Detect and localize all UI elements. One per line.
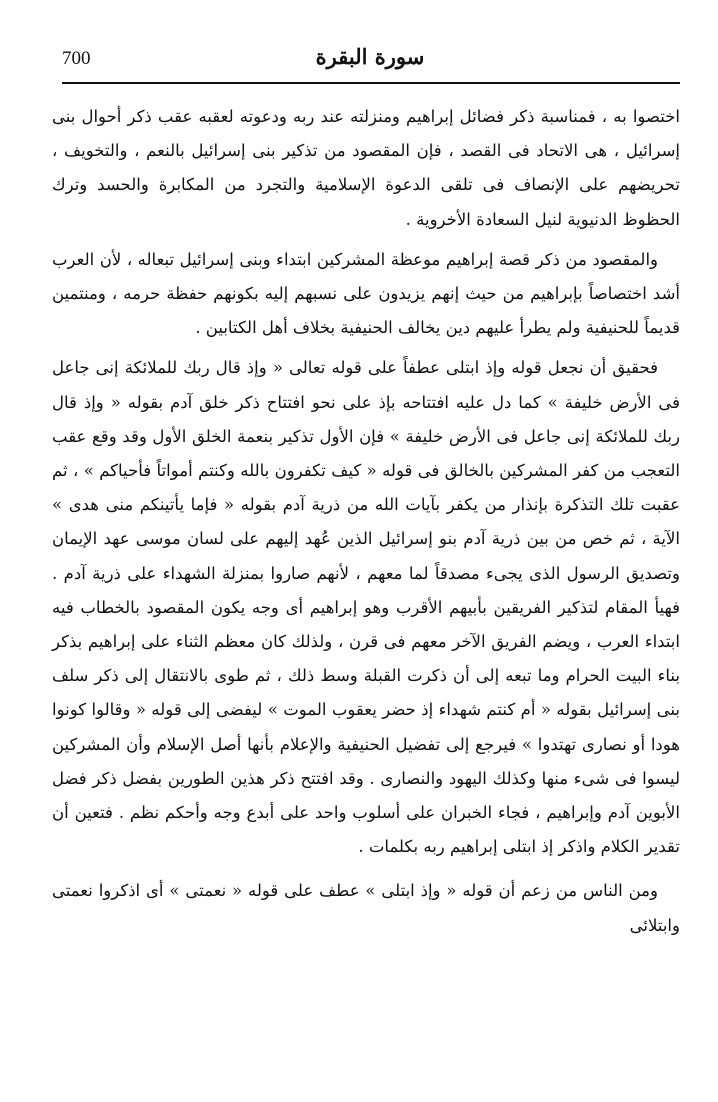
page-header xyxy=(62,40,678,80)
paragraph-analysis: فحقيق أن نجعل قوله وإذ ابتلى عطفاً على قوله تعالى « وإذ قال ربك للملائكة إنى جاعل فى الأرض خليفة » كما دل عليه افتتاحه بإذ على نحو افتتاح ذكر خلق آدم بقوله « وإذ قال ربك للملائكة إنى جاعل فى الأرض خليفة » فإن الأول تذكير بنعمة الخلق الأول وقد وقع عقب التعجب من كفر المشركين بالخالق فى قوله « كيف تكفرون بالله وكنتم أمواتاً فأحياكم » ، ثم عقبت تلك التذكرة بإنذار من يكفر بآيات الله من ذرية آدم بقوله « فإما يأتينكم منى هدى » الآية ، ثم خص من بين ذرية آدم بنو إسرائيل الذين عُهد إليهم على لسان موسى عهد الإيمان وتصديق الرسول الذى يجىء مصدقاً لما معهم ، لأنهم صاروا بمنزلة الشهداء على ذرية آدم . فهيأ المقام لتذكير الفريقين بأبيهم الأقرب وهو إبراهيم أى وجه يكون المقصود بالخطاب فيه ابتداء العرب ، ويضم الفريق الآخر معهم فى قرن ، ولذلك كان معظم الثناء على إبراهيم بذكر بناء البيت الحرام وما تبعه إلى أن ذكرت القبلة وسط ذلك ، ثم طوى بالانتقال إلى ذكر سلف بنى إسرائيل بقوله « أم كنتم شهداء إذ حضر يعقوب الموت » ليفضى إلى قوله « وقالوا كونوا هودا أو نصارى تهتدوا » فيرجع إلى تفضيل الحنيفية والإعلام بأنها أصل الإسلام وأن المشركين ليسوا فى شىء منها وكذلك اليهود والنصارى . وقد افتتح ذكر هذين الطورين بفضل ذكر فضل الأبوين آدم وإبراهيم ، فجاء الخبران على أسلوب واحد على أبدع وجه وأحكم نظم . فتعين أن تقدير الكلام واذكر إذ ابتلى إبراهيم ربه بكلمات . xyxy=(52,358,680,857)
header-rule xyxy=(62,82,680,84)
page-number: 700 xyxy=(62,48,91,69)
paragraph-purpose: والمقصود من ذكر قصة إبراهيم موعظة المشركين ابتداء وبنى إسرائيل تبعاله ، لأن العرب أشد اختصاصاً بإبراهيم من حيث إنهم يزيدون على نسبهم إليه بكونهم حفظة حرمه ، ومنتمين قديماً للحنيفية ولم يطرأ عليهم دين يخالف الحنيفية بخلاف أهل الكتابين . xyxy=(52,249,680,338)
paragraph-alternative-view: ومن الناس من زعم أن قوله « وإذ ابتلى » عطف على قوله « نعمتى » أى اذكروا نعمتى وابتلائى xyxy=(52,881,680,935)
body-text xyxy=(52,100,680,949)
surah-title: سورة البقرة xyxy=(315,44,425,69)
paragraph-continuation: اختصوا به ، فمناسبة ذكر فضائل إبراهيم ومنزلته عند ربه ودعوته لعقبه عقب ذكر أحوال بنى إسرائيل ، هى الاتحاد فى القصد ، فإن المقصود من تذكير بنى إسرائيل بالنعم ، والتخويف ، تحريضهم على الإنصاف فى تلقى الدعوة الإسلامية والتجرد من المكابرة والحسد وترك الحظوظ الدنيوية لنيل السعادة الأخروية . xyxy=(52,107,680,229)
